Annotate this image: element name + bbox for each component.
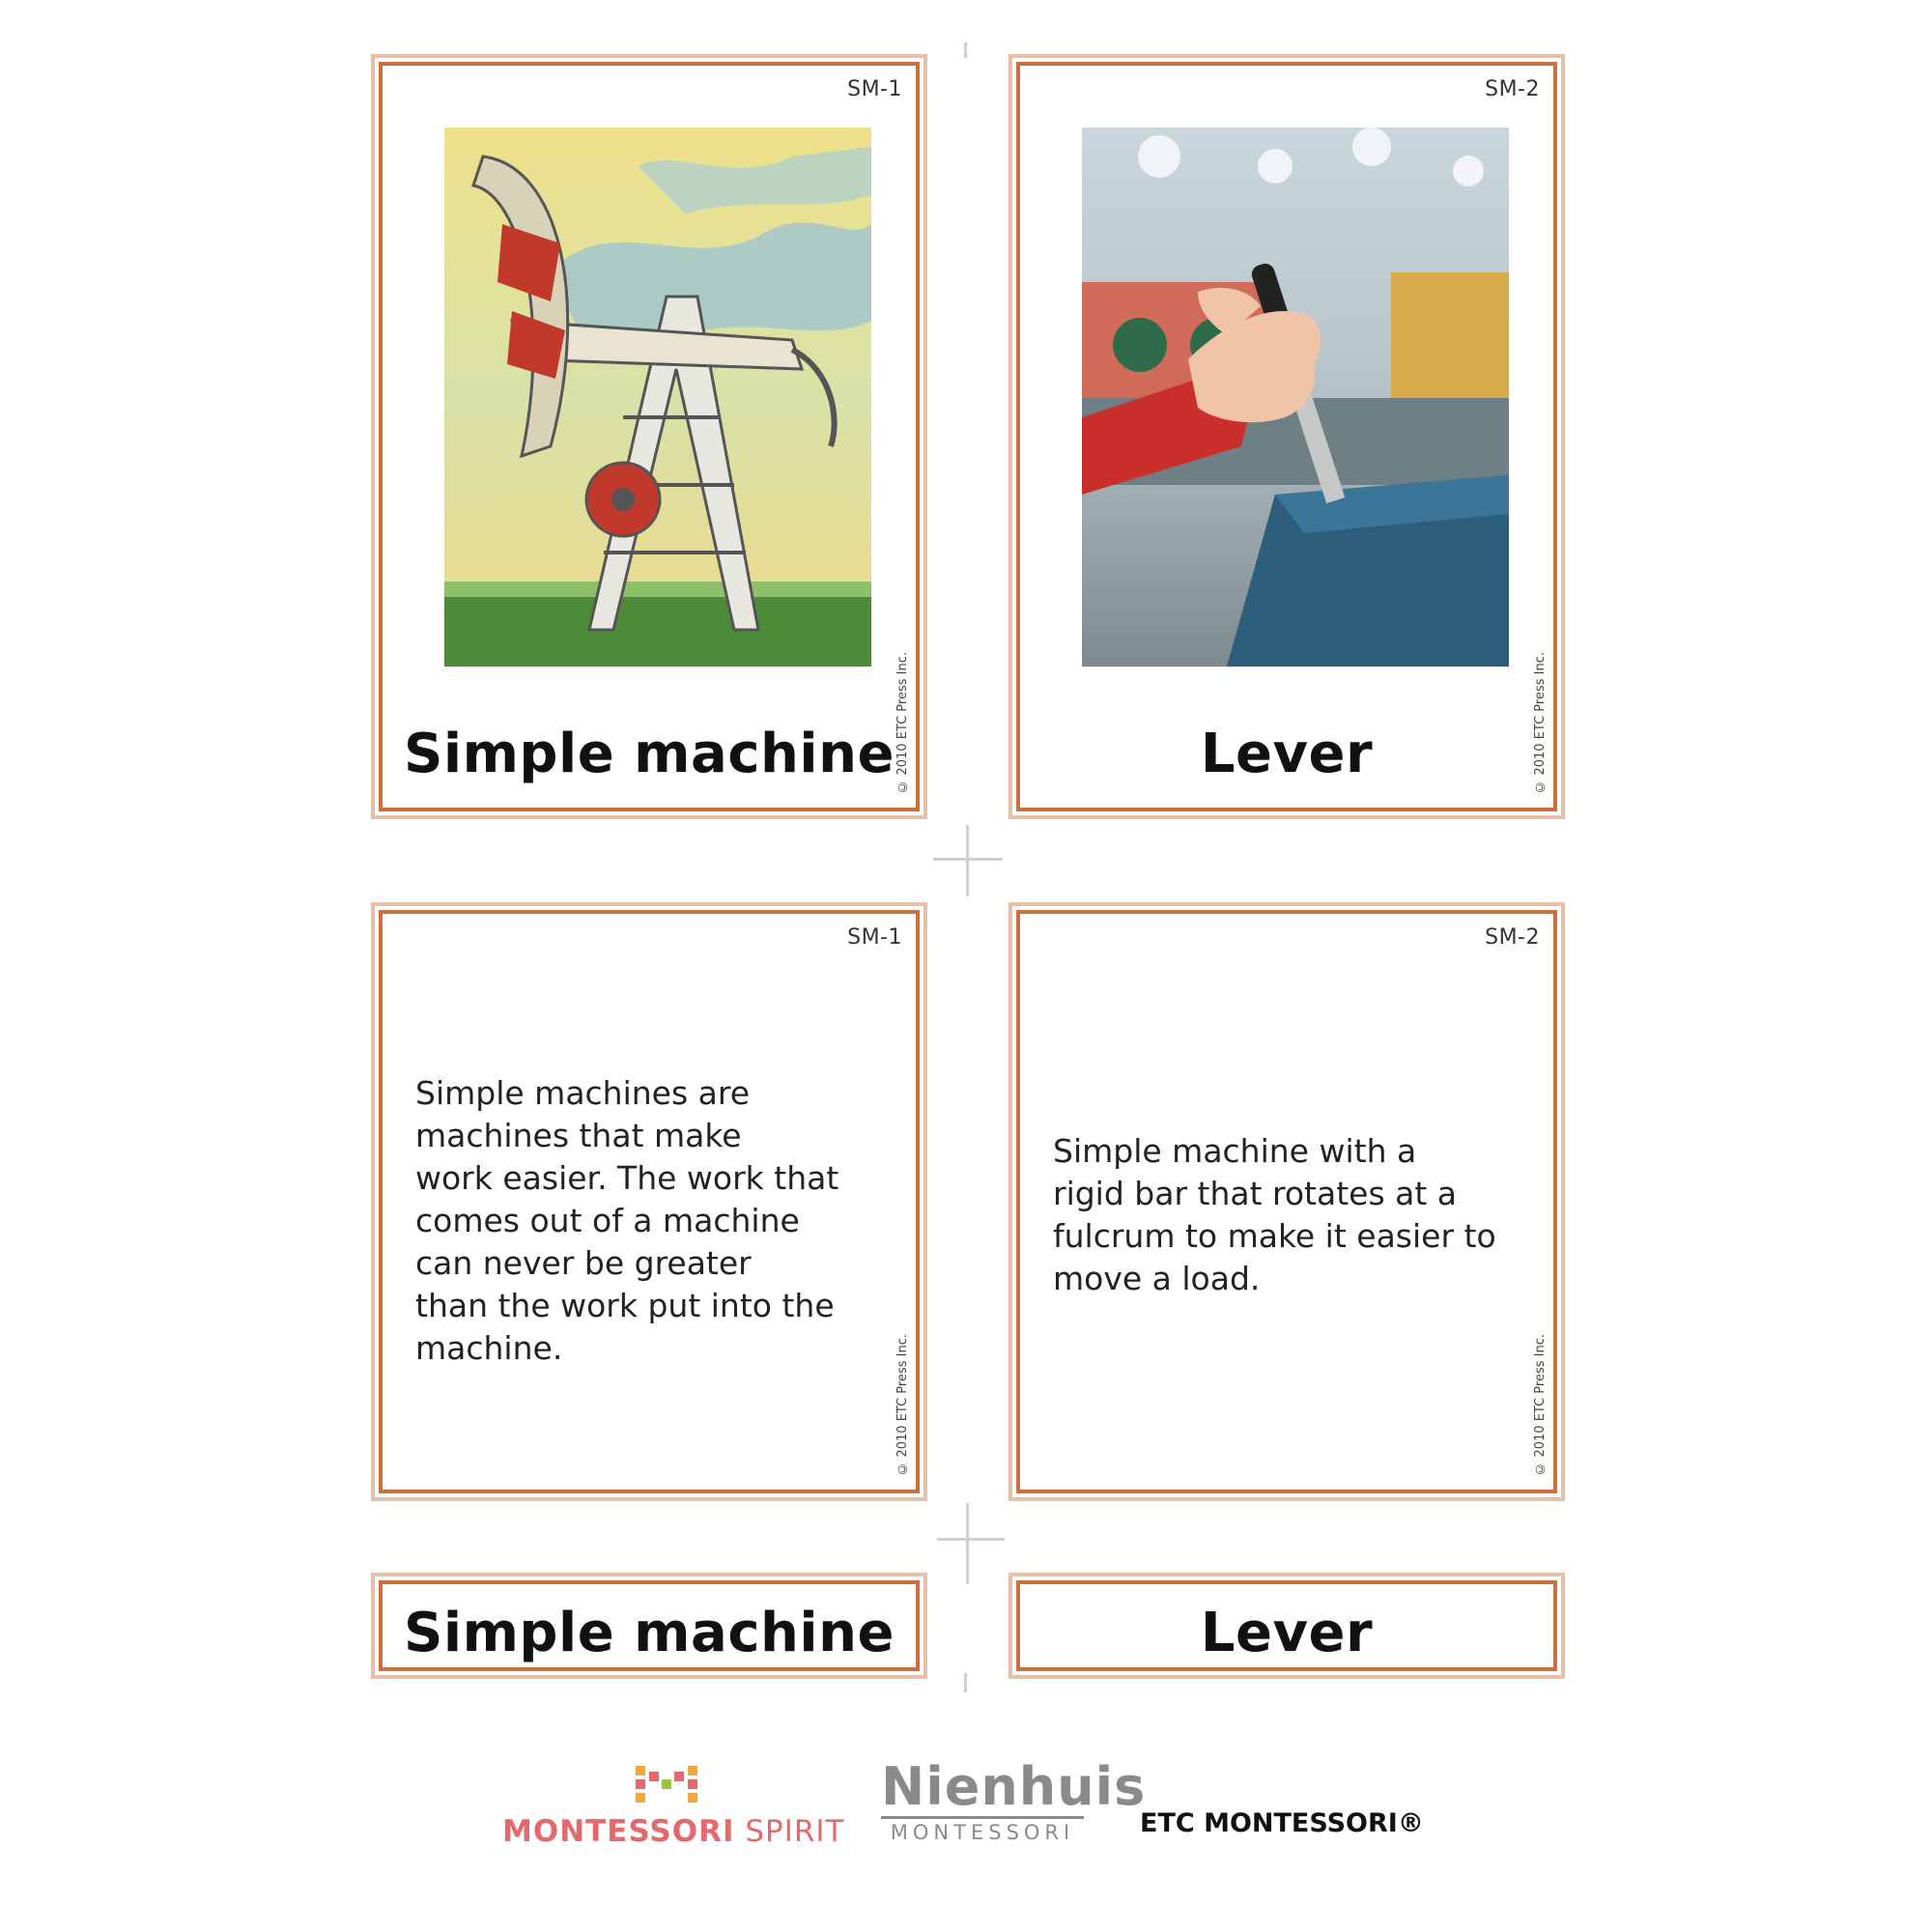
definition-line: than the work put into the bbox=[415, 1287, 835, 1324]
label-card-simple-machine[interactable] bbox=[371, 1573, 927, 1679]
card-border bbox=[1016, 1580, 1557, 1671]
card-title: Lever bbox=[1200, 723, 1374, 785]
copyright: © 2010 ETC Press Inc. bbox=[895, 1334, 910, 1476]
definition-line: fulcrum to make it easier to bbox=[1053, 1217, 1496, 1255]
card-code: SM-1 bbox=[847, 77, 902, 101]
nienhuis-logo bbox=[881, 1756, 1147, 1844]
nienhuis-wordmark: Nienhuis bbox=[881, 1756, 1147, 1817]
definition-line: can never be greater bbox=[415, 1244, 752, 1282]
label-text: Simple machine bbox=[404, 1602, 895, 1664]
definition-line: machine. bbox=[415, 1329, 563, 1367]
card-border bbox=[1016, 910, 1557, 1493]
hand-on-lever-photo bbox=[1082, 128, 1509, 667]
card-border bbox=[379, 62, 920, 811]
logo-text-light: SPIRIT bbox=[745, 1814, 845, 1849]
nienhuis-subtitle: MONTESSORI bbox=[881, 1816, 1084, 1844]
cut-mark-cross-2-h bbox=[937, 1538, 1005, 1541]
definition-card-lever[interactable] bbox=[1009, 902, 1565, 1501]
montessori-spirit-icon bbox=[636, 1766, 697, 1808]
card-code: SM-1 bbox=[847, 925, 902, 950]
definition-card-simple-machine[interactable] bbox=[371, 902, 927, 1501]
definition-line: Simple machines are bbox=[415, 1074, 751, 1112]
copyright: © 2010 ETC Press Inc. bbox=[1533, 1334, 1548, 1476]
cut-mark-top bbox=[964, 43, 967, 58]
definition-text bbox=[1053, 1130, 1496, 1300]
definition-text bbox=[415, 1072, 838, 1370]
picture-card-simple-machine[interactable] bbox=[371, 54, 927, 819]
cut-mark-cross-1-h bbox=[933, 858, 1003, 861]
definition-line: move a load. bbox=[1053, 1260, 1261, 1297]
card-border bbox=[379, 910, 920, 1493]
montessori-spirit-logo bbox=[502, 1766, 845, 1849]
card-border bbox=[379, 1580, 920, 1671]
cut-mark-bottom bbox=[964, 1673, 967, 1692]
card-code: SM-2 bbox=[1485, 925, 1540, 950]
logo-text-bold: MONTESSORI bbox=[502, 1814, 735, 1849]
copyright: © 2010 ETC Press Inc. bbox=[895, 652, 910, 794]
cut-mark-cross-1-v bbox=[966, 825, 969, 896]
card-title: Simple machine bbox=[404, 723, 895, 785]
definition-line: comes out of a machine bbox=[415, 1202, 800, 1239]
logo-bar bbox=[0, 1758, 1932, 1874]
definition-line: machines that make bbox=[415, 1117, 742, 1154]
card-border bbox=[1016, 62, 1557, 811]
oil-pump-jack-photo bbox=[444, 128, 871, 667]
copyright: © 2010 ETC Press Inc. bbox=[1533, 652, 1548, 794]
picture-card-lever[interactable] bbox=[1009, 54, 1565, 819]
definition-line: Simple machine with a bbox=[1053, 1132, 1417, 1170]
definition-line: rigid bar that rotates at a bbox=[1053, 1175, 1458, 1212]
cut-mark-cross-2-v bbox=[966, 1503, 969, 1584]
label-text: Lever bbox=[1200, 1602, 1374, 1664]
label-card-lever[interactable] bbox=[1009, 1573, 1565, 1679]
card-code: SM-2 bbox=[1485, 77, 1540, 101]
etc-montessori-logo: ETC MONTESSORI® bbox=[1140, 1808, 1424, 1838]
definition-line: work easier. The work that bbox=[415, 1159, 839, 1197]
